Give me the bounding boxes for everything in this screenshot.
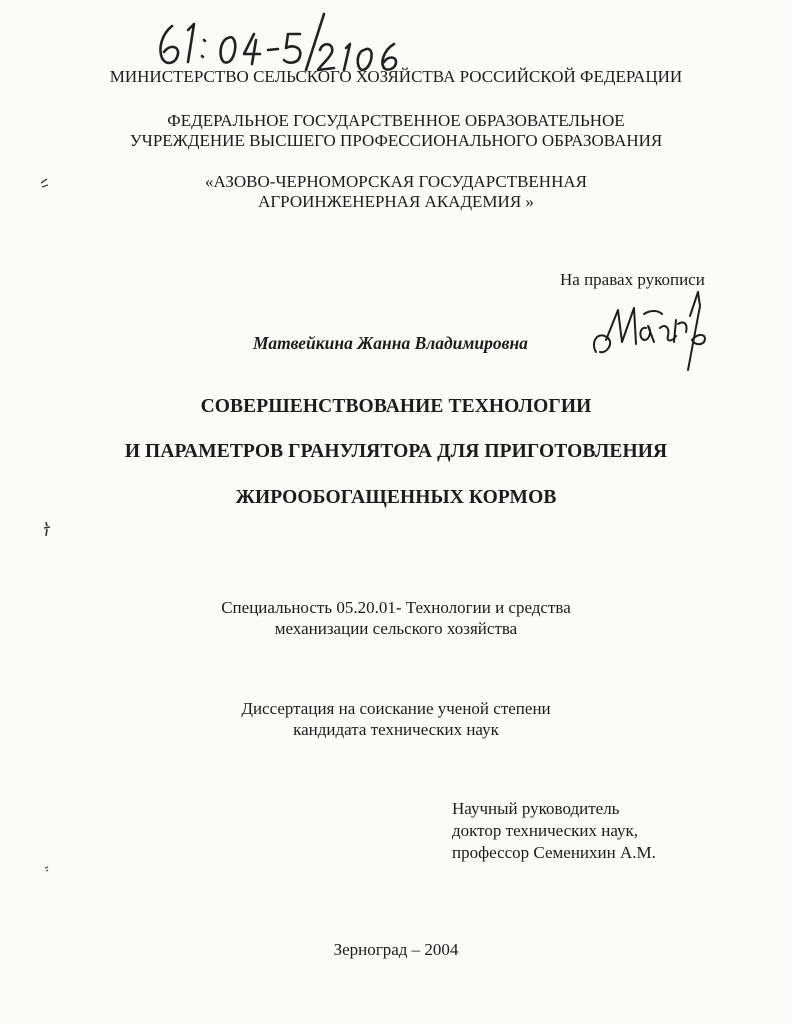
supervisor-role: Научный руководитель: [452, 799, 620, 818]
academy-line-1: «АЗОВО-ЧЕРНОМОРСКАЯ ГОСУДАРСТВЕННАЯ: [205, 172, 587, 191]
academy-line-2: АГРОИНЖЕНЕРНАЯ АКАДЕМИЯ »: [258, 192, 534, 211]
thesis-title-line-1: СОВЕРШЕНСТВОВАНИЕ ТЕХНОЛОГИИ: [200, 396, 592, 417]
degree-line-2: кандидата технических наук: [293, 720, 499, 739]
archive-stamp: [148, 4, 408, 74]
thesis-title-line-2: И ПАРАМЕТРОВ ГРАНУЛЯТОРА ДЛЯ ПРИГОТОВЛЕНИЯ: [124, 441, 668, 462]
supervisor-name: профессор Семенихин А.М.: [452, 843, 656, 862]
scan-speck: [38, 175, 52, 195]
degree-line-1: Диссертация на соискание ученой степени: [241, 699, 551, 718]
author-name: Матвейкина Жанна Владимировна: [253, 333, 528, 353]
institution-line-1: ФЕДЕРАЛЬНОЕ ГОСУДАРСТВЕННОЕ ОБРАЗОВАТЕЛЬНОЕ: [167, 111, 625, 130]
scan-speck: [40, 860, 54, 880]
specialty-line-1: Специальность 05.20.01- Технологии и средства: [221, 598, 571, 617]
manuscript-rights-note: На правах рукописи: [560, 270, 705, 289]
ministry-header: МИНИСТЕРСТВО СЕЛЬСКОГО ХОЗЯЙСТВА РОССИЙСКОЙ ФЕДЕРАЦИИ: [109, 67, 683, 86]
author-signature: [588, 280, 723, 375]
supervisor-degree: доктор технических наук,: [452, 821, 639, 840]
supervisor-block: [452, 798, 656, 864]
place-and-year: Зерноград – 2004: [333, 940, 459, 959]
institution-line-2: УЧРЕЖДЕНИЕ ВЫСШЕГО ПРОФЕССИОНАЛЬНОГО ОБРАЗОВАНИЯ: [129, 131, 663, 150]
thesis-title-line-3: ЖИРООБОГАЩЕННЫХ КОРМОВ: [235, 487, 557, 508]
scan-speck: [40, 520, 54, 540]
specialty-line-2: механизации сельского хозяйства: [274, 619, 518, 638]
